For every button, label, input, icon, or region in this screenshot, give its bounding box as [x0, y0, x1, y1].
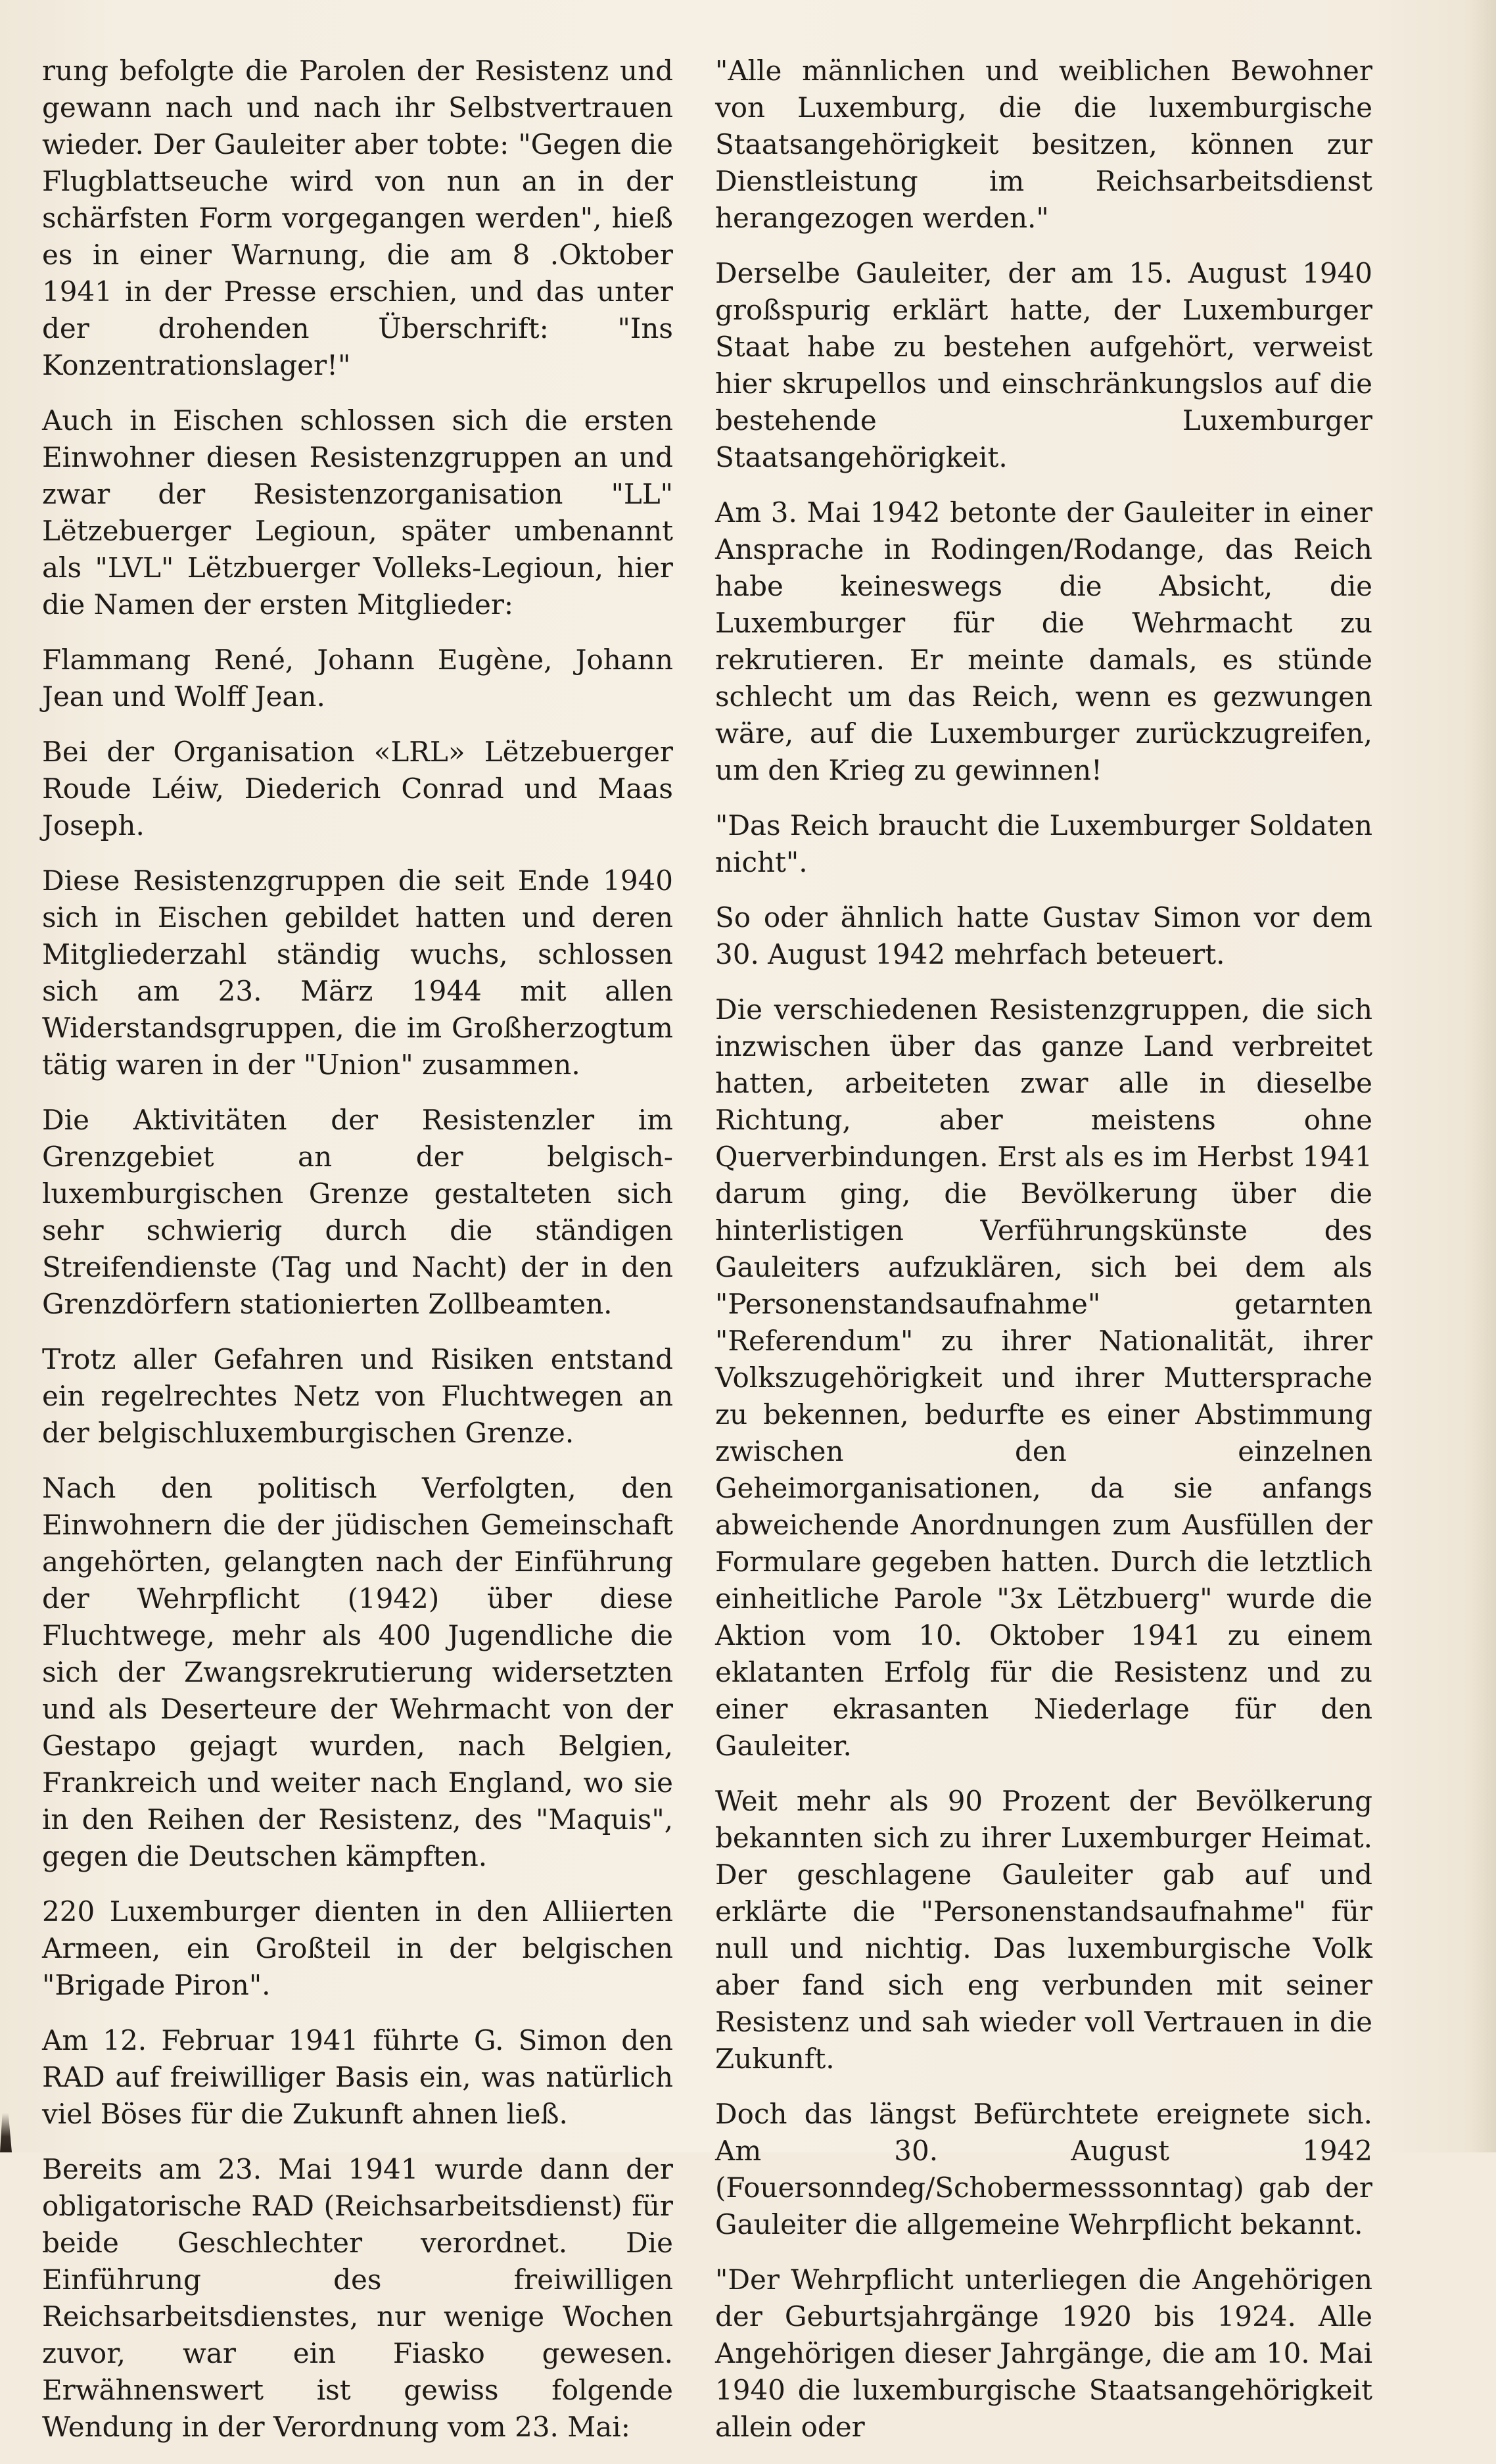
paragraph-referendum: Die verschiedenen Resistenzgruppen, die sich inzwischen über das ganze Land verbreitet hatten, arbeiteten zwar alle in dieselbe Richtung, aber meistens ohne Querverbindungen. Erst als es im Herbst 1941 darum ging, die Bevölkerung über die hinterlistigen Verführungskünste des Gauleiters aufzuklären, sich bei dem als "Personenstandsaufnahme" getarnten "Referendum" zu ihrer Nationalität, ihrer Volkszugehörigkeit und ihrer Muttersprache zu bekennen, bedurfte es einer Abstimmung zwischen den einzelnen Geheimorganisationen, da sie anfangs abweichende Anordnungen zum Ausfüllen der Formulare gegeben hatten. Durch die letztlich einheitliche Parole "3x Lëtzbuerg" wurde die Aktion vom 10. Oktober 1941 zu einem eklatanten Erfolg für die Resistenz und zu einer ekrasanten Niederlage für den Gauleiter.: [715, 993, 1372, 1762]
paragraph-deserters: Nach den politisch Verfolgten, den Einwohnern die der jüdischen Gemeinschaft angehörten, gelangten nach der Einführung der Wehrpflicht (1942) über diese Fluchtwege, mehr als 400 Jugendliche die sich der Zwangsrekrutierung widersetzten und als Deserteure der Wehrmacht von der Gestapo gejagt wurden, nach Belgien, Frankreich und weiter nach England, wo sie in den Reihen der Resistenz, des "Maquis", gegen die Deutschen kämpften.: [42, 1472, 673, 1872]
paragraph-flugblatt-warning: rung befolgte die Parolen der Resistenz und gewann nach und nach ihr Selbstvertrauen wieder. Der Gauleiter aber tobte: "Gegen die Flugblattseuche wird von nun an in der schärfsten Form vorgegangen werden", hieß es in einer Warnung, die am 8 .Oktober 1941 in der Presse erschien, und das unter der drohenden Überschrift: "Ins Konzentrationslager!": [42, 55, 673, 381]
paragraph-rodange-speech: Am 3. Mai 1942 betonte der Gauleiter in einer Ansprache in Rodingen/Rodange, das Reich habe keineswegs die Absicht, die Luxemburger für die Wehrmacht zu rekrutieren. Er meinte damals, es stünde schlecht um das Reich, wenn es gezwungen wäre, auf die Luxemburger zurückzugreifen, um den Krieg zu gewinnen!: [715, 496, 1372, 786]
right-text-column: [715, 53, 1372, 2464]
paragraph-border-activities: Die Aktivitäten der Resistenzler im Grenzgebiet an der belgisch-luxemburgischen Grenze gestalteten sich sehr schwierig durch die ständigen Streifendienste (Tag und Nacht) der in den Grenzdörfern stationierten Zollbeamten.: [42, 1104, 673, 1320]
paragraph-allied-armies: 220 Luxemburger dienten in den Alliierten Armeen, ein Großteil in der belgischen "Brigade Piron".: [42, 1895, 673, 2001]
paragraph-conscription-quote: "Der Wehrpflicht unterliegen die Angehörigen der Geburtsjahrgänge 1920 bis 1924. Alle Angehörigen dieser Jahrgänge, die am 10. Mai 1940 die luxemburgische Staatsangehörigkeit allein oder: [715, 2263, 1372, 2443]
binding-edge-mark: [0, 2113, 12, 2152]
paragraph-rad-quote: "Alle männlichen und weiblichen Bewohner von Luxemburg, die die luxemburgische Staatsangehörigkeit besitzen, können zur Dienstleistung im Reichsarbeitsdienst herangezogen werden.": [715, 55, 1372, 234]
left-text-column: [42, 53, 673, 2464]
paragraph-lrl-members: Bei der Organisation «LRL» Lëtzebuerger Roude Léiw, Diederich Conrad und Maas Joseph.: [42, 736, 673, 841]
paragraph-escape-routes: Trotz aller Gefahren und Risiken entstand ein regelrechtes Netz von Fluchtwegen an der belgischluxemburgischen Grenze.: [42, 1343, 673, 1449]
paragraph-rad-obligatory: Bereits am 23. Mai 1941 wurde dann der obligatorische RAD (Reichsarbeitsdienst) für beide Geschlechter verordnet. Die Einführung des freiwilligen Reichsarbeitsdienstes, nur wenige Wochen zuvor, war ein Fiasko gewesen. Erwähnenswert ist gewiss folgende Wendung in der Verordnung vom 23. Mai:: [42, 2153, 673, 2443]
paragraph-conscription-announced: Doch das längst Befürchtete ereignete sich. Am 30. August 1942 (Fouersonndeg/Schobermesssonntag) gab der Gauleiter die allgemeine Wehrpflicht bekannt.: [715, 2098, 1372, 2240]
paragraph-eischen-resistance: Auch in Eischen schlossen sich die ersten Einwohner diesen Resistenzgruppen an und zwar der Resistenzorganisation "LL" Lëtzebuerger Legioun, später umbenannt als "LVL" Lëtzbuerger Volleks-Legioun, hier die Namen der ersten Mitglieder:: [42, 404, 673, 621]
paragraph-rad-voluntary: Am 12. Februar 1941 führte G. Simon den RAD auf freiwilliger Basis ein, was natürlich viel Böses für die Zukunft ahnen ließ.: [42, 2024, 673, 2130]
page-edge-shadow: [1470, 0, 1496, 2152]
paragraph-ninety-percent: Weit mehr als 90 Prozent der Bevölkerung bekannten sich zu ihrer Luxemburger Heimat. Der geschlagene Gauleiter gab auf und erklärte die "Personenstandsaufnahme" für null und nichtig. Das luxemburgische Volk aber fand sich eng verbunden mit seiner Resistenz und sah wieder voll Vertrauen in die Zukunft.: [715, 1785, 1372, 2075]
paragraph-union-merger: Diese Resistenzgruppen die seit Ende 1940 sich in Eischen gebildet hatten und deren Mitgliederzahl ständig wuchs, schlossen sich am 23. März 1944 mit allen Widerstandsgruppen, die im Großherzogtum tätig waren in der "Union" zusammen.: [42, 865, 673, 1081]
paragraph-reich-quote: "Das Reich braucht die Luxemburger Soldaten nicht".: [715, 809, 1372, 878]
paragraph-lvl-members: Flammang René, Johann Eugène, Johann Jean und Wolff Jean.: [42, 644, 673, 713]
paragraph-gauleiter-citizenship: Derselbe Gauleiter, der am 15. August 1940 großspurig erklärt hatte, der Luxemburger Staat habe zu bestehen aufgehört, verweist hier skrupellos und einschränkungslos auf die bestehende Luxemburger Staatsangehörigkeit.: [715, 257, 1372, 473]
paragraph-simon-assurance: So oder ähnlich hatte Gustav Simon vor dem 30. August 1942 mehrfach beteuert.: [715, 901, 1372, 970]
